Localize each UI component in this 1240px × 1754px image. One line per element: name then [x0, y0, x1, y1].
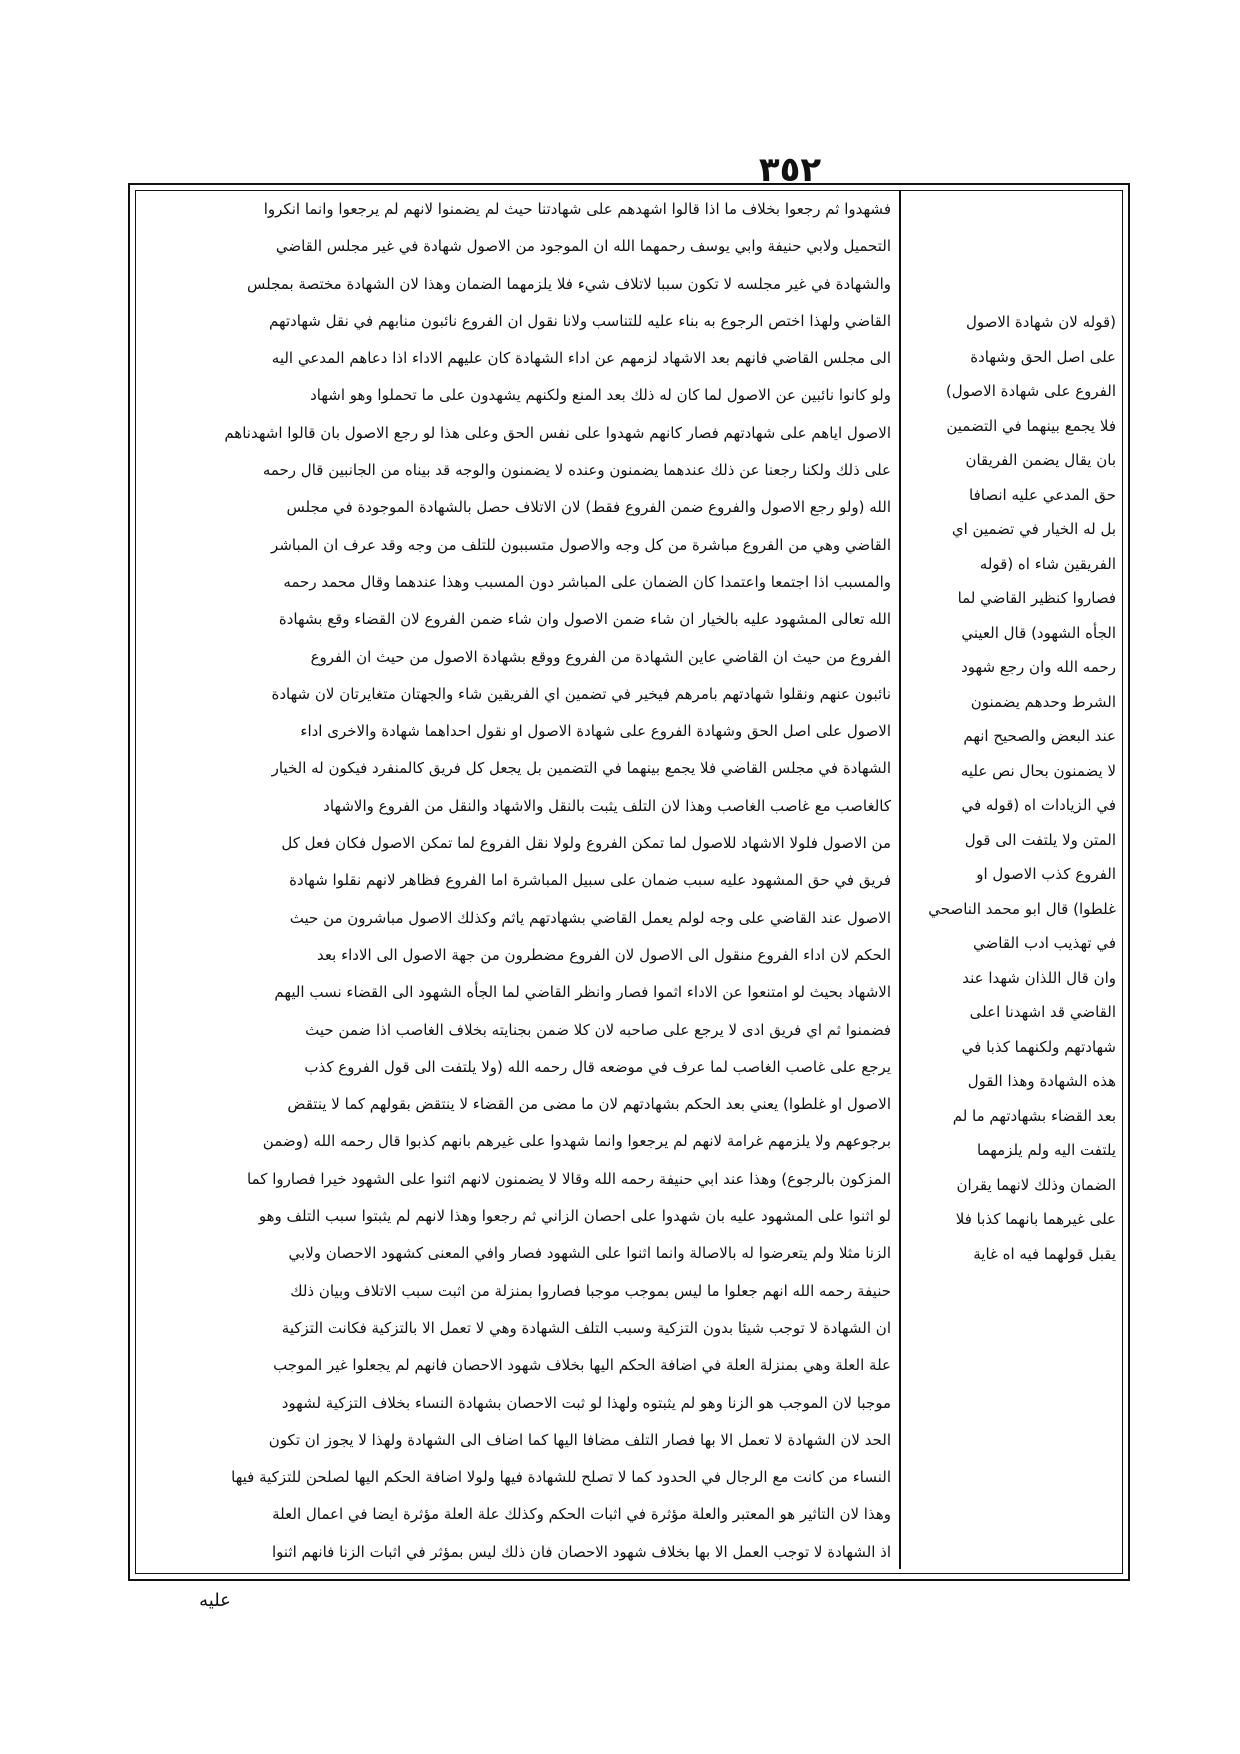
main-text-line: الله (ولو رجع الاصول والفروع ضمن الفروع فقط) لان الاتلاف حصل بالشهادة الموجودة في مجلس	[286, 498, 891, 517]
main-text-line: الاصول على اصل الحق وشهادة الفروع على شهادة الاصول او نقول احداهما شهادة والاخرى اداء	[300, 722, 891, 741]
margin-commentary-line: الشرط وحدهم يضمنون	[970, 692, 1116, 711]
main-text-line: الاشهاد بحيث لو امتنعوا عن الاداء اثموا فصار وانظر القاضي لما الجأه الشهود الى القضاء نسب اليهم	[274, 983, 891, 1002]
margin-commentary-line: على اصل الحق وشهادة	[970, 347, 1116, 366]
main-text-line: التحميل ولابي حنيفة وابي يوسف رحمهما الله ان الموجود من الاصول شهادة في غير مجلس القاضي	[275, 237, 891, 256]
margin-commentary-line: المتن ولا يلتفت الى قول	[964, 830, 1116, 849]
margin-commentary-line: فلا يجمع بينهما في التضمين	[946, 416, 1116, 435]
main-text-line: على ذلك ولكنا رجعنا عن ذلك عندهما يضمنون وعنده لا يضمنون والوجه قد بيناه من الجانبين قال رحمه	[262, 461, 891, 480]
margin-commentary-line: عند البعض والصحيح انهم	[963, 727, 1116, 745]
margin-commentary-line: الجأه الشهود) قال العيني	[961, 623, 1116, 642]
main-text-line: الاصول اياهم على شهادتهم فصار كانهم شهدوا على نفس الحق وعلى هذا لو رجع الاصول بان قالوا اشهدناهم	[224, 423, 891, 442]
main-text-line: والشهادة في غير مجلسه لا تكون سببا لاتلاف شيء فلا يلزمهما الضمان وهذا لان الشهادة مختصة بمجلس	[247, 274, 891, 293]
main-text-line: القاضي وهي من الفروع مباشرة من كل وجه والاصول متسببون للتلف من وجه وقد عرف ان المباشر	[271, 535, 891, 554]
main-text-line: برجوعهم ولا يلزمهم غرامة لانهم لم يرجعوا وانما شهدوا على غيرهم بانهم كذبوا قال رحمه الله (وضمن	[262, 1132, 891, 1151]
margin-commentary-line: يلتفت اليه ولم يلزمهما	[977, 1141, 1116, 1159]
margin-commentary-line: (قوله لان شهادة الاصول	[966, 313, 1116, 331]
margin-commentary-line: على غيرهما بانهما كذبا فلا	[955, 1210, 1116, 1228]
margin-commentary-line: الضمان وذلك لانهما يقران	[956, 1175, 1116, 1194]
main-text-line: المزكون بالرجوع) وهذا عند ابي حنيفة رحمه الله وقالا لا يضمنون لانهم اثنوا على الشهود خيرا فصاروا كما	[247, 1169, 891, 1188]
main-text-column	[141, 191, 901, 1569]
margin-commentary-line: الفروع على شهادة الاصول)	[945, 382, 1116, 400]
margin-commentary-line: في تهذيب ادب القاضي	[973, 934, 1116, 952]
main-text-line: الزنا مثلا ولم يتعرضوا له بالاصالة وانما اثنوا على الشهود فصار وافي المعنى كشهود الاحصان ولابي	[288, 1244, 891, 1263]
main-text-line: القاضي ولهذا اختص الرجوع به بناء عليه للتناسب ولانا نقول ان الفروع نائبون منابهم في نقل شهادتهم	[269, 311, 891, 330]
margin-commentary-line: غلطوا) قال ابو محمد الناصحي	[928, 899, 1116, 918]
main-text-line: الاصول او غلطوا) يعني بعد الحكم بشهادتهم لان ما مضى من القضاء لا ينتقض بقولهم كما لا ينتقض	[287, 1095, 891, 1114]
main-text-line: الله تعالى المشهود عليه بالخيار ان شاء ضمن الاصول وان شاء ضمن الفروع لان القضاء وقع بشهادة	[278, 610, 891, 629]
margin-commentary-line: الفروع كذب الاصول او	[976, 865, 1116, 883]
main-text-line: وهذا لان التاثير هو المعتبر والعلة مؤثرة في اثبات الحكم وكذلك علة العلة مؤثرة ايضا في اعمال العلة	[272, 1505, 891, 1524]
margin-commentary-line: بعد القضاء بشهادتهم ما لم	[952, 1106, 1116, 1125]
main-text-line: الحد لان الشهادة لا تعمل الا بها فصار التلف مضافا اليها كما اضاف الى الشهادة ولهذا لا يجوز ان تكون	[268, 1430, 891, 1449]
main-text-line: الى مجلس القاضي فانهم بعد الاشهاد لزمهم عن اداء الشهادة كان عليهم الاداء اذا دعاهم المدعي اليه	[271, 349, 891, 368]
main-text-line: الشهادة في مجلس القاضي فلا يجمع بينهما في التضمين بل يجعل كل فريق كالمنفرد فيكون له الخيار	[271, 759, 891, 778]
margin-commentary-line: القاضي قد اشهدنا اعلى	[969, 1003, 1116, 1021]
main-text-line: كالغاصب مع غاصب الغاصب وهذا لان التلف يثبت بالنقل والاشهاد والنقل من الفروع والاشهاد	[323, 796, 891, 815]
main-text-line: الاصول عند القاضي على وجه لولم يعمل القاضي بشهادتهم ياثم وكذلك الاصول مباشرون من حيث	[289, 908, 891, 927]
main-text-line: اذ الشهادة لا توجب العمل الا بها بخلاف شهود الاحصان فان ذلك ليس بمؤثر في اثبات الزنا فانهم اثنوا	[271, 1542, 891, 1561]
margin-commentary-line: الفريقين شاء اه (قوله	[979, 554, 1116, 573]
margin-commentary-line: وان قال اللذان شهدا عند	[962, 968, 1116, 987]
main-text-line: موجبا لان الموجب هو الزنا وهو لم يثبتوه ولهذا لو ثبت الاحصان بشهادة النساء بخلاف التزكية لشهود	[281, 1393, 891, 1412]
main-text-line: يرجع على غاصب الغاصب لما عرف في موضعه قال رحمه الله (ولا يلتفت الى قول الفروع كذب	[304, 1057, 891, 1076]
margin-commentary-line: يقبل قولهما فيه اه غاية	[973, 1244, 1116, 1263]
margin-commentary-line: بل له الخيار في تضمين اي	[951, 520, 1116, 538]
main-text-lines	[141, 191, 899, 1571]
main-text-line: ولو كانوا نائبين عن الاصول لما كان له ذلك بعد المنع ولكنهم يشهدون على ما تحملوا وهو اشهاد	[310, 386, 891, 405]
margin-commentary-line: بان يقال يضمن الفريقان	[965, 451, 1116, 469]
margin-commentary-line: فصاروا كنظير القاضي لما	[957, 589, 1116, 607]
margin-commentary-line: رحمه الله وان رجع شهود	[961, 658, 1116, 676]
margin-commentary-line: لا يضمنون بحال نص عليه	[960, 761, 1116, 780]
margin-commentary-line: شهادتهم ولكنهما كذبا في	[961, 1037, 1116, 1056]
main-text-line: فريق في حق المشهود عليه سبب ضمان على سبيل المباشرة اما الفروع فظاهر لانهم نقلوا شهادة	[289, 871, 891, 890]
main-text-line: فضمنوا ثم اي فريق ادى لا يرجع على صاحبه لان كلا ضمن بجنايته بخلاف الغاصب اذا ضمن حيث	[305, 1020, 891, 1039]
margin-commentary-line: حق المدعي عليه انصافا	[969, 485, 1116, 504]
main-text-line: الفروع من حيث ان القاضي عاين الشهادة من الفروع ووقع بشهادة الاصول من حيث ان الفروع	[310, 647, 891, 666]
main-text-line: والمسبب اذا اجتمعا واعتمدا كان الضمان على المباشر دون المسبب وهذا عندهما وقال محمد رحمه	[283, 572, 891, 591]
margin-commentary-lines	[906, 305, 1120, 1271]
main-text-line: لو اثنوا على المشهود عليه بان شهدوا على احصان الزاني ثم رجعوا وهذا لانهم لم يثبتوا سبب التلف وهو	[258, 1207, 891, 1226]
margin-commentary-column	[906, 305, 1120, 1263]
main-text-line: نائبون عنهم ونقلوا شهادتهم بامرهم فيخير في تضمين اي الفريقين شاء والجهتان متغايرتان لان شهادة	[271, 684, 891, 703]
main-text-line: حنيفة رحمه الله انهم جعلوا ما ليس بموجب موجبا فصاروا بمنزلة من اثبت سبب الاتلاف وبيان ذلك	[290, 1281, 891, 1300]
page-number: ٣٥٢	[758, 150, 822, 190]
main-text-line: ان الشهادة لا توجب شيئا بدون التزكية وسبب التلف الشهادة وهي لا تعمل الا بالتزكية فكانت التزكية	[281, 1318, 891, 1337]
main-text-line: الحكم لان اداء الفروع منقول الى الاصول لان الفروع مضطرون من جهة الاصول الى الاداء بعد	[317, 945, 891, 964]
main-text-line: من الاصول فلولا الاشهاد للاصول لما تمكن الفروع ولولا نقل الفروع لما تمكن الاصول فكان فعل كل	[281, 834, 891, 853]
margin-commentary-line: في الزيادات اه (قوله في	[961, 796, 1116, 814]
margin-commentary-line: هذه الشهادة وهذا القول	[967, 1072, 1116, 1090]
main-text-line: النساء من كانت مع الرجال في الحدود كما لا تصلح للشهادة فيها ولولا اضافة الحكم اليها لصلحن للتزكية فيها	[231, 1468, 891, 1487]
main-text-line: فشهدوا ثم رجعوا بخلاف ما اذا قالوا اشهدهم على شهادتنا حيث لم يضمنوا لانهم لم يرجعوا وانما انكروا	[263, 200, 891, 218]
catchword: عليه	[199, 1590, 231, 1611]
main-text-line: علة العلة وهي بمنزلة العلة في اضافة الحكم اليها بخلاف شهود الاحصان فانهم لم يجعلوا غير الموجب	[273, 1356, 891, 1375]
